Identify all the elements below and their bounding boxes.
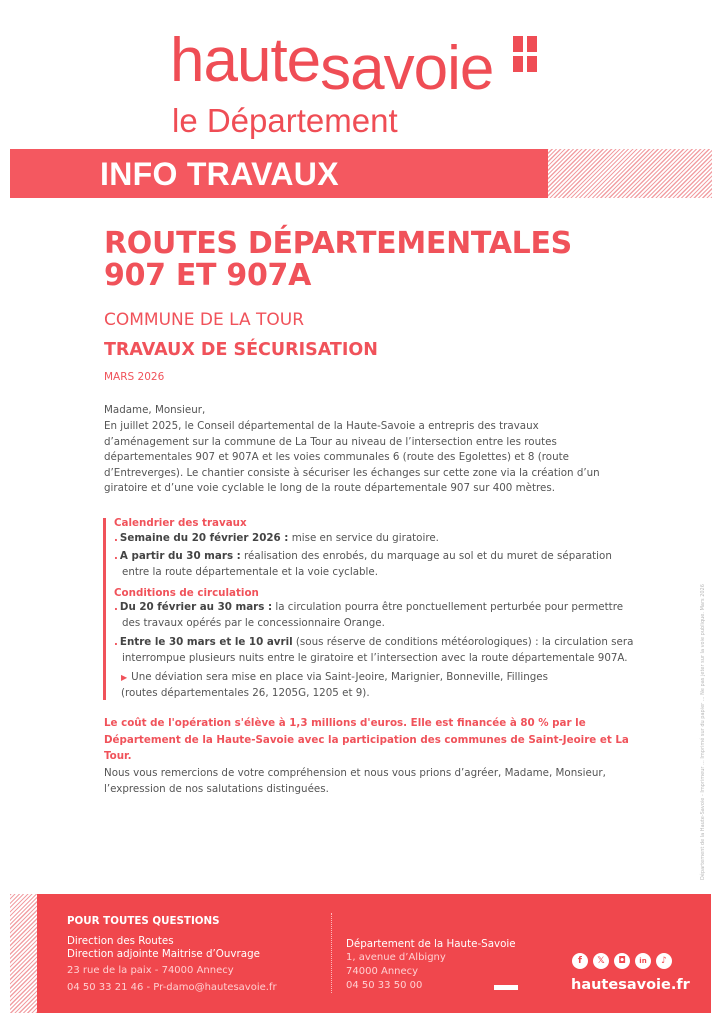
section-heading-traffic: Conditions de circulation	[114, 587, 259, 599]
item-label: Semaine du 20 février 2026 :	[119, 532, 289, 544]
social-links	[572, 953, 672, 969]
footer-address: 23 rue de la paix - 74000 Annecy	[67, 965, 234, 976]
item-text: la circulation pourra être ponctuellement perturbée pour permettre des travaux opérés par le concessionnaire Orange.	[122, 601, 624, 629]
banner-title: INFO TRAVAUX	[100, 156, 339, 192]
commune-subtitle: COMMUNE DE LA TOUR	[104, 310, 305, 330]
footer-org-name: Département de la Haute-Savoie	[346, 938, 516, 950]
item-text: réalisation des enrobés, du marquage au sol et du muret de séparation entre la route départementale et la voie cyclable.	[122, 550, 612, 578]
footer-dash	[494, 985, 518, 990]
footer-org-phone[interactable]: 04 50 33 50 00	[346, 980, 423, 991]
item-text: mise en service du giratoire.	[288, 532, 439, 544]
banner-stripes	[548, 149, 712, 198]
item-label: Du 20 février au 30 mars :	[119, 601, 273, 613]
bullet-icon: .	[114, 550, 118, 562]
page-title	[104, 228, 572, 292]
facebook-icon[interactable]: f	[572, 953, 588, 969]
logo-subtitle: le Département	[172, 102, 398, 139]
cost-statement: Le coût de l'opération s'élève à 1,3 millions d'euros. Elle est financée à 80 % par le Département de la Haute-Savoie avec la participation des communes de Saint-Jeoire et La Tour.	[104, 717, 629, 762]
footer-contact-link[interactable]: 04 50 33 21 46 - Pr-damo@hautesavoie.fr	[67, 982, 277, 993]
print-legal-note: Département de la Haute-Savoie - Imprimeur ... Imprimé sur du papier ... Ne pas jeter sur la voie publique. Mars 2026	[700, 584, 706, 880]
list-item	[114, 531, 642, 547]
footer-divider	[331, 913, 332, 993]
title-line-2: 907 ET 907A	[104, 258, 312, 293]
linkedin-icon[interactable]: in	[635, 953, 651, 969]
instagram-icon[interactable]: ◘	[614, 953, 630, 969]
logo-word-haute: haute	[170, 26, 321, 95]
list-item	[114, 600, 642, 631]
footer-heading: POUR TOUTES QUESTIONS	[67, 915, 220, 927]
list-item	[114, 549, 642, 580]
footer-stripes	[10, 894, 37, 1013]
footer-direction-1: Direction des Routes	[67, 935, 174, 947]
detour-line-2: (routes départementales 26, 1205G, 1205 et 9).	[121, 686, 370, 699]
title-line-1: ROUTES DÉPARTEMENTALES	[104, 226, 572, 261]
logo-wordmark	[170, 26, 494, 103]
detour-line-1: Une déviation sera mise en place via Saint-Jeoire, Marignier, Bonneville, Fillinges	[131, 671, 548, 683]
x-icon[interactable]: 𝕏	[593, 953, 609, 969]
publication-date: MARS 2026	[104, 371, 165, 383]
item-label: A partir du 30 mars :	[119, 550, 241, 562]
detour-note	[114, 670, 634, 701]
tiktok-icon[interactable]: ♪	[656, 953, 672, 969]
footer-org-city: 74000 Annecy	[346, 966, 419, 977]
website-link[interactable]: hautesavoie.fr	[571, 977, 690, 993]
footer-direction-2: Direction adjointe Maitrise d’Ouvrage	[67, 948, 260, 960]
section-heading-calendar: Calendrier des travaux	[114, 517, 247, 529]
works-subject: TRAVAUX DE SÉCURISATION	[104, 340, 378, 360]
item-text: (sous réserve de conditions météorologiques) : la circulation sera interrompue plusieurs nuits entre le giratoire et l’intersection avec la route départementale 907A.	[122, 636, 634, 664]
greeting: Madame, Monsieur,	[104, 404, 206, 416]
bullet-icon: .	[114, 532, 118, 544]
list-item	[114, 635, 642, 666]
logo-word-savoie: savoie	[320, 34, 494, 103]
section-accent-bar	[103, 518, 106, 700]
bullet-icon: .	[114, 601, 118, 613]
savoie-cross-icon	[513, 36, 537, 72]
item-label: Entre le 30 mars et le 10 avril	[119, 636, 293, 648]
closing-paragraph: Nous vous remercions de votre compréhension et nous vous prions d’agréer, Madame, Monsieur, l’expression de nos salutations distinguées.	[104, 767, 606, 795]
footer-org-street: 1, avenue d’Albigny	[346, 952, 446, 963]
triangle-bullet-icon: ▶	[121, 673, 128, 682]
bullet-icon: .	[114, 636, 118, 648]
intro-paragraph: En juillet 2025, le Conseil départemental de la Haute-Savoie a entrepris des travaux d’aménagement sur la commune de La Tour au niveau de l’intersection entre les routes départementales 907 et 907A et les voies communales 6 (route des Egolettes) et 8 (route d’Entreverges). Le chantier consiste à sécuriser les échanges sur cette zone via la création d’un giratoire et d’une voie cyclable le long de la route départementale 907 sur 400 mètres.	[104, 420, 600, 495]
